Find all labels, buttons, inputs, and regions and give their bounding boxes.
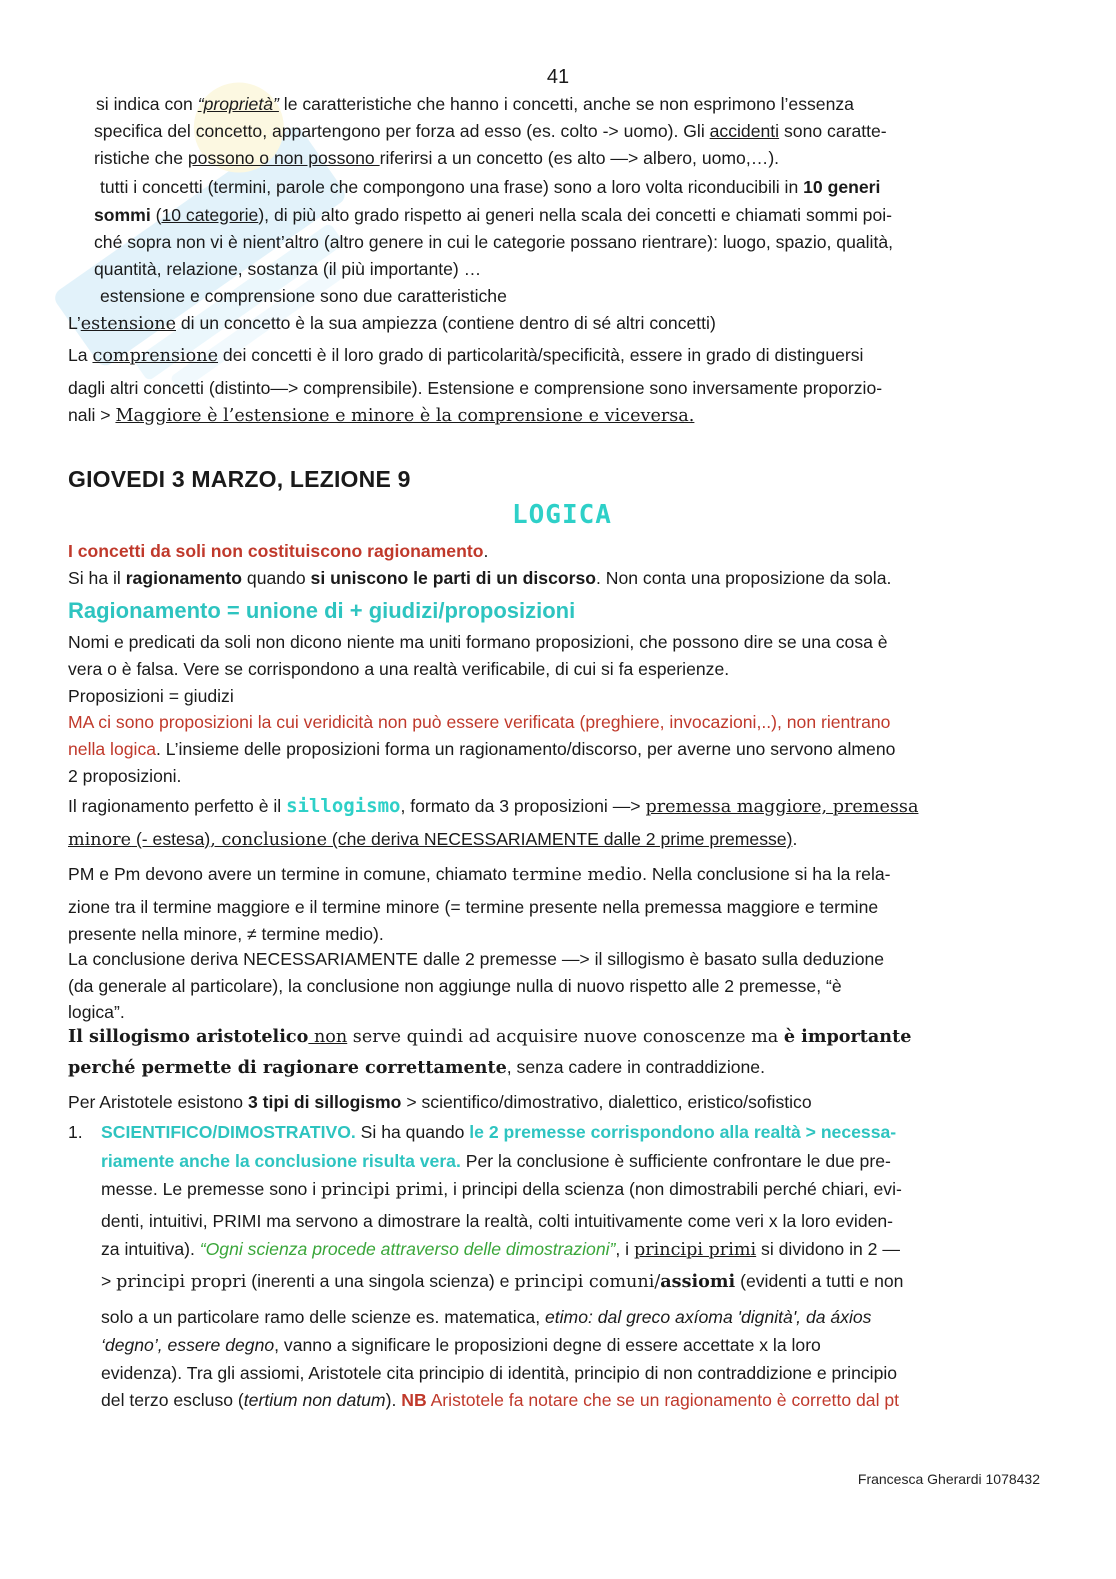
text-line: I concetti da soli non costituiscono ragionamento.: [68, 541, 489, 561]
text-line: quantità, relazione, sostanza (il più importante) …: [94, 259, 482, 279]
list-item-line: messe. Le premesse sono i principi primi, i principi della scienza (non dimostrabili perché chiari, evi-: [101, 1179, 902, 1200]
list-item-line: riamente anche la conclusione risulta vera. Per la conclusione è sufficiente confrontare le due pre-: [101, 1151, 891, 1171]
text-line: (da generale al particolare), la conclusione non aggiunge nulla di nuovo rispetto alle 2 premesse, “è: [68, 976, 842, 996]
text-line: Per Aristotele esistono 3 tipi di sillogismo > scientifico/dimostrativo, dialettico, eristico/sofistico: [68, 1092, 812, 1112]
text-line: Il sillogismo aristotelico non serve quindi ad acquisire nuove conoscenze ma è importante: [68, 1026, 912, 1047]
text-line: minore (- estesa), conclusione (che deriva NECESSARIAMENTE dalle 2 prime premesse).: [68, 829, 798, 850]
text-line: nali > Maggiore è l’estensione e minore è la comprensione e viceversa.: [68, 405, 695, 426]
subheading: Ragionamento = unione di + giudizi/proposizioni: [68, 598, 576, 623]
section-title-logica: LOGICA: [512, 500, 612, 530]
list-item-line: solo a un particolare ramo delle scienze es. matematica, etimo: dal greco axíoma 'dignità', da áxios: [101, 1307, 872, 1327]
list-item-line: ‘degno’, essere degno, vanno a significare le proposizioni degne di essere accettate x la loro: [101, 1335, 821, 1355]
text-line: La comprensione dei concetti è il loro grado di particolarità/specificità, essere in grado di distinguersi: [68, 345, 864, 366]
text-line: ristiche che possono o non possono riferirsi a un concetto (es alto —> albero, uomo,…).: [94, 148, 780, 168]
text-line: sommi (10 categorie), di più alto grado rispetto ai generi nella scala dei concetti e chiamati sommi poi-: [94, 205, 893, 225]
text-line: presente nella minore, ≠ termine medio).: [68, 924, 384, 944]
text-line: dagli altri concetti (distinto—> comprensibile). Estensione e comprensione sono inversamente proporzio-: [68, 378, 883, 398]
text-line: vera o è falsa. Vere se corrispondono a una realtà verificabile, di cui si fa esperienze.: [68, 659, 730, 679]
footer-author: Francesca Gherardi 1078432: [857, 1471, 1040, 1487]
text-line: estensione e comprensione sono due caratteristiche: [100, 286, 507, 306]
text-line: Nomi e predicati da soli non dicono niente ma uniti formano proposizioni, che possono dire se una cosa è: [68, 632, 888, 652]
list-item-line: SCIENTIFICO/DIMOSTRATIVO. Si ha quando le 2 premesse corrispondono alla realtà > necessa-: [101, 1122, 897, 1142]
text-line: Il ragionamento perfetto è il sillogismo, formato da 3 proposizioni —> premessa maggiore, premessa: [68, 795, 919, 817]
text-line: Si ha il ragionamento quando si uniscono le parti di un discorso. Non conta una proposizione da sola.: [68, 568, 892, 588]
text-line: zione tra il termine maggiore e il termine minore (= termine presente nella premessa maggiore e termine: [68, 897, 879, 917]
text-line: nella logica. L’insieme delle proposizioni forma un ragionamento/discorso, per averne uno servono almeno: [68, 739, 896, 759]
text-line: PM e Pm devono avere un termine in comune, chiamato termine medio. Nella conclusione si ha la rela-: [68, 864, 891, 885]
text-line: 2 proposizioni.: [68, 766, 182, 786]
list-item-line: del terzo escluso (tertium non datum). NB Aristotele fa notare che se un ragionamento è corretto dal pt: [101, 1390, 900, 1410]
text-line: ché sopra non vi è nient’altro (altro genere in cui le categorie possano rientrare): luogo, spazio, qualità,: [94, 232, 894, 252]
list-number: 1.: [68, 1122, 83, 1142]
text-line: La conclusione deriva NECESSARIAMENTE dalle 2 premesse —> il sillogismo è basato sulla deduzione: [68, 949, 885, 969]
text-line: L’estensione di un concetto è la sua ampiezza (contiene dentro di sé altri concetti): [68, 313, 716, 334]
page-number: 41: [546, 66, 570, 88]
lesson-heading: GIOVEDI 3 MARZO, LEZIONE 9: [68, 466, 411, 492]
text-line: specifica del concetto, appartengono per forza ad esso (es. colto -> uomo). Gli accidenti sono caratte-: [94, 121, 887, 141]
text-line: Proposizioni = giudizi: [68, 686, 234, 706]
list-item-line: denti, intuitivi, PRIMI ma servono a dimostrare la realtà, colti intuitivamente come veri x la loro eviden-: [101, 1211, 894, 1231]
list-item-line: evidenza). Tra gli assiomi, Aristotele cita principio di identità, principio di non contraddizione e principio: [101, 1363, 898, 1383]
text-line: perché permette di ragionare correttamente, senza cadere in contraddizione.: [68, 1057, 765, 1078]
text-line: tutti i concetti (termini, parole che compongono una frase) sono a loro volta riconducibili in 10 generi: [100, 177, 881, 197]
text-line: si indica con “proprietà” le caratteristiche che hanno i concetti, anche se non esprimono l’essenza: [96, 94, 854, 114]
text-line: logica”.: [68, 1002, 125, 1022]
list-item-line: za intuitiva). “Ogni scienza procede attraverso delle dimostrazioni”, i principi primi si dividono in 2 —: [101, 1239, 900, 1260]
list-item-line: > principi propri (inerenti a una singola scienza) e principi comuni/assiomi (evidenti a tutti e non: [101, 1271, 904, 1292]
text-line: MA ci sono proposizioni la cui veridicità non può essere verificata (preghiere, invocazioni,..), non rientrano: [68, 712, 891, 732]
